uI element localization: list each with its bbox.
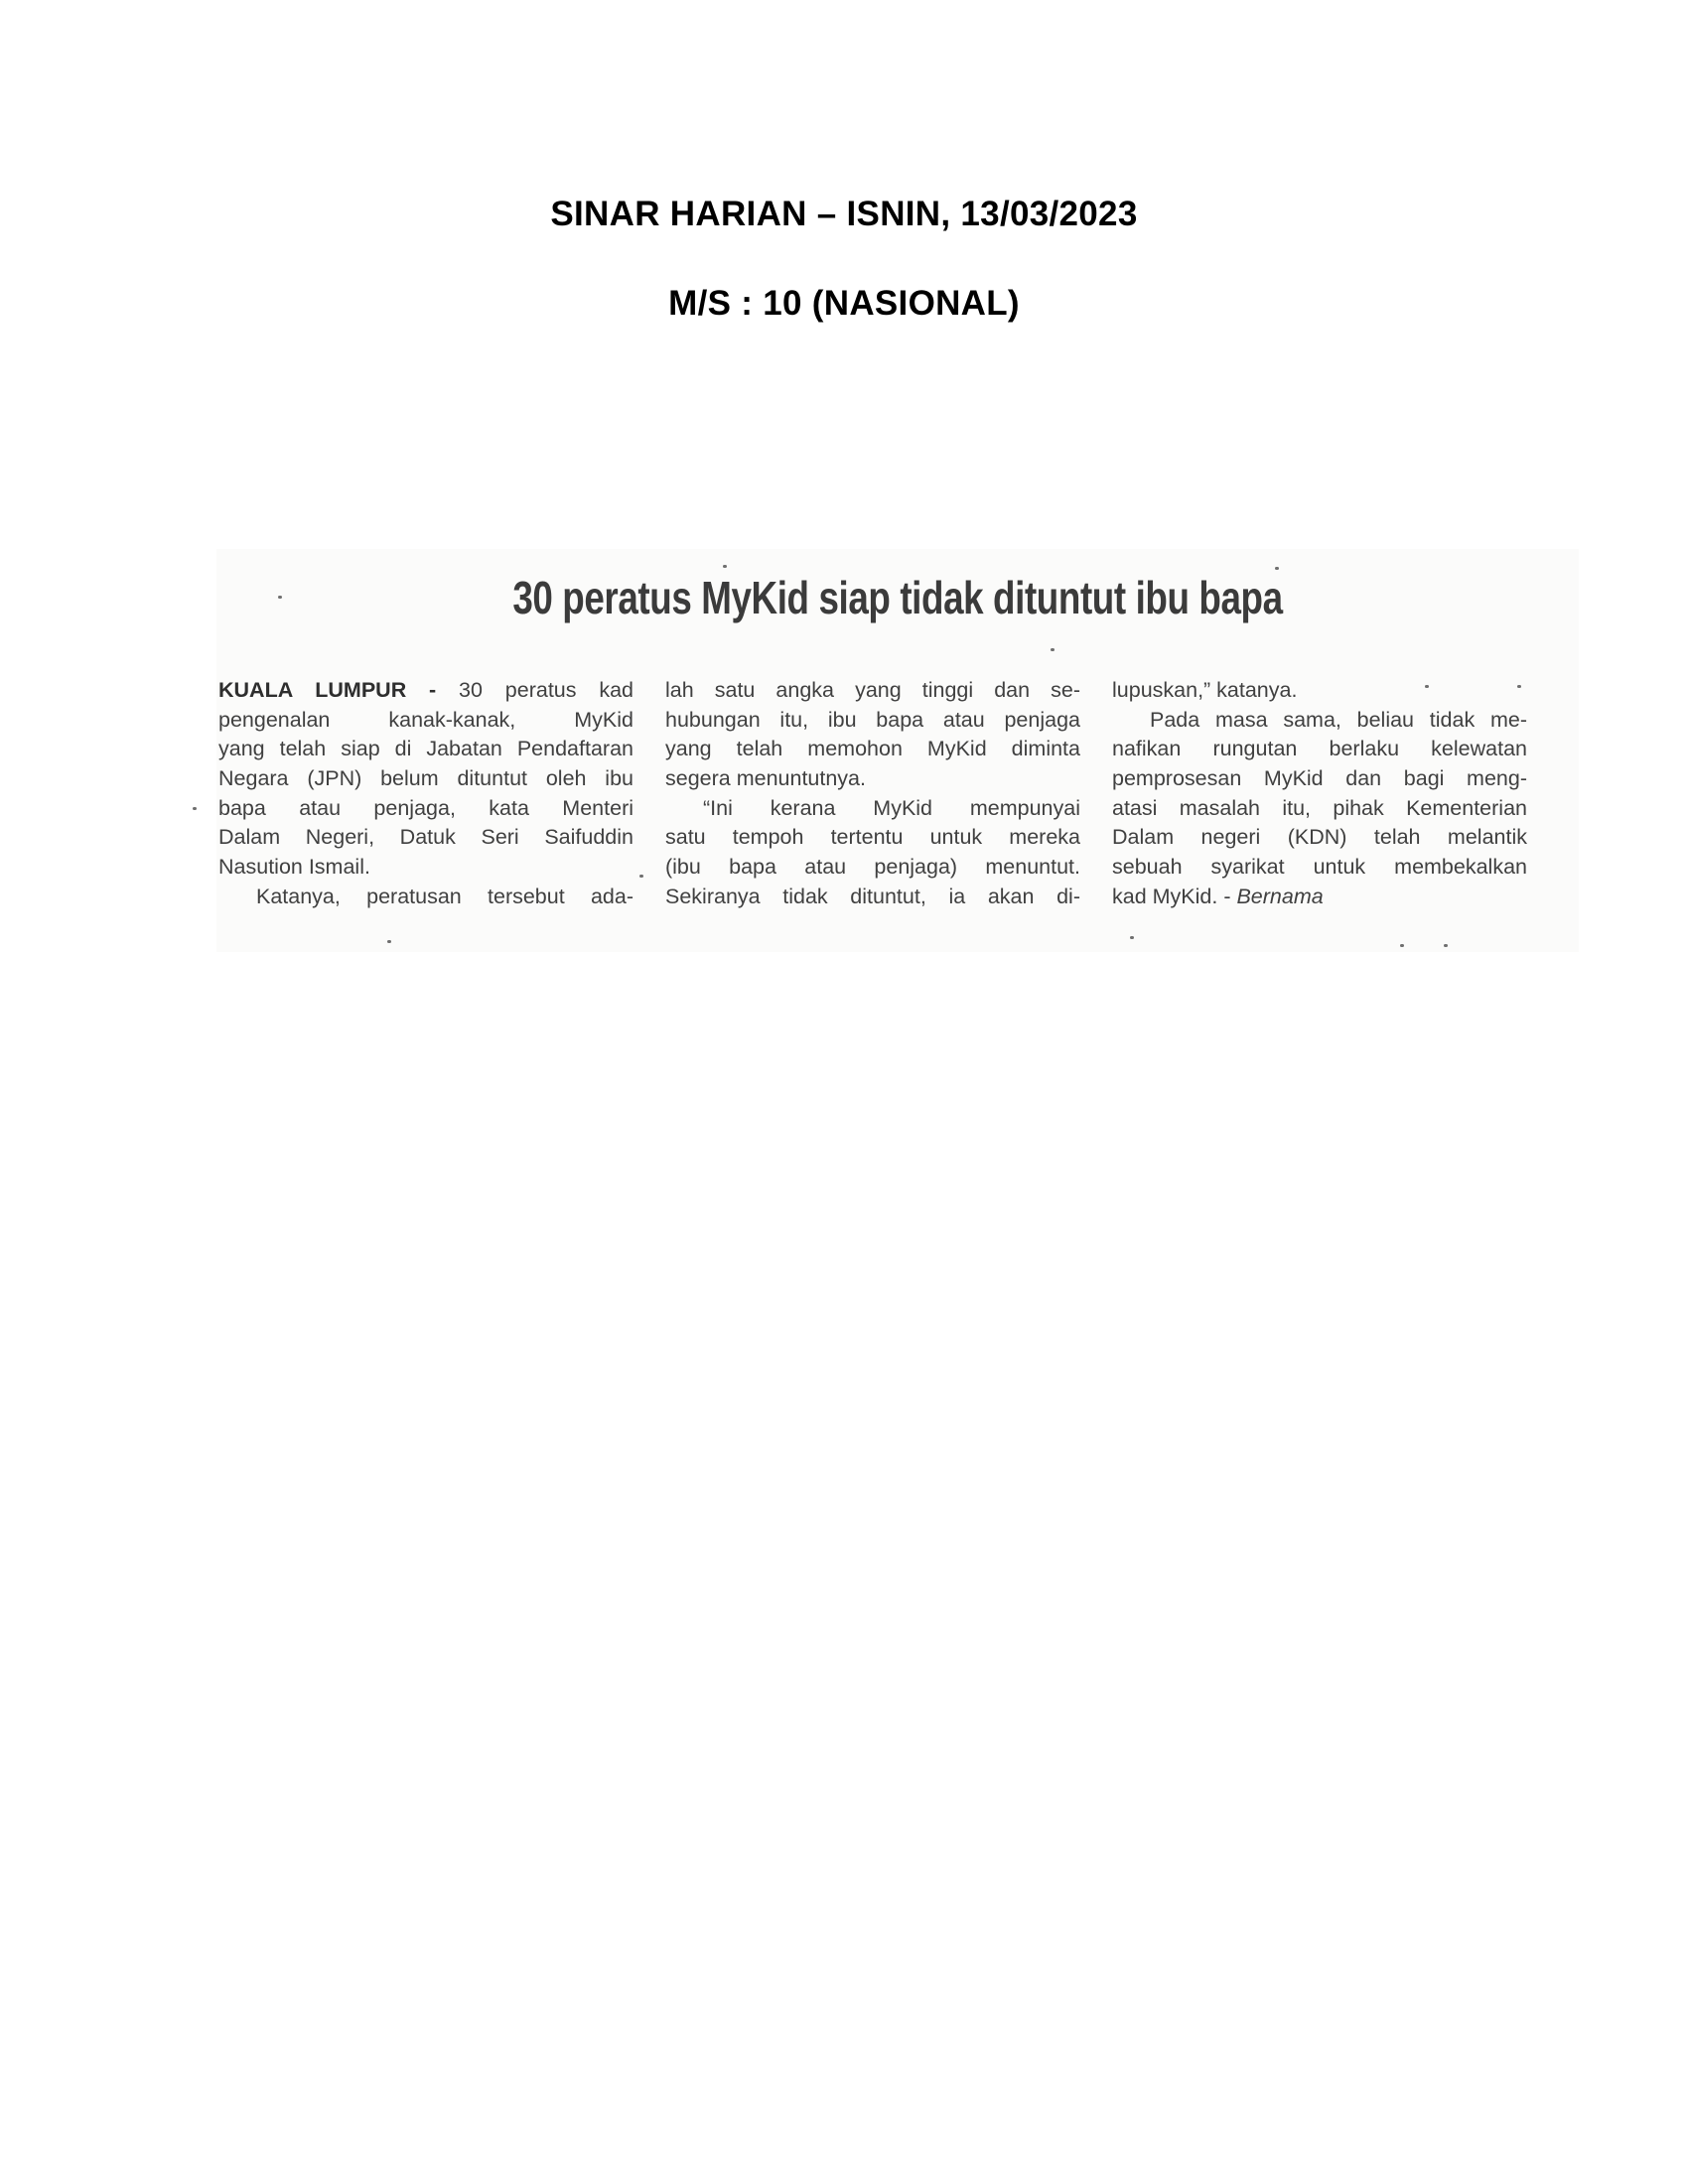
clipping-page-section: M/S : 10 (NASIONAL) — [668, 284, 1020, 323]
article-line: Pada masa sama, beliau tidak me- — [1150, 707, 1527, 732]
article-column-1 — [218, 676, 633, 912]
article-headline: 30 peratus MyKid siap tidak dituntut ibu bapa — [512, 572, 1283, 623]
scan-speck — [1051, 648, 1055, 651]
article-line — [1112, 883, 1527, 912]
article-line: Dalam negeri (KDN) telah melantik — [1112, 825, 1527, 850]
article-line: pemprosesan MyKid dan bagi meng- — [1112, 766, 1527, 791]
article-line: hubungan itu, ibu bapa atau penjaga — [665, 707, 1080, 732]
article-line: Dalam Negeri, Datuk Seri Saifuddin — [218, 825, 633, 850]
article-line: lah satu angka yang tinggi dan se- — [665, 678, 1080, 702]
scan-speck — [639, 875, 643, 878]
article-line: yang telah siap di Jabatan Pendaftaran — [218, 737, 633, 761]
clipping-source-header: SINAR HARIAN – ISNIN, 13/03/2023 — [550, 195, 1138, 233]
article-dateline: KUALA LUMPUR - — [218, 678, 437, 702]
article-line: lupuskan,” katanya. — [1112, 678, 1298, 702]
article-line: atasi masalah itu, pihak Kementerian — [1112, 795, 1527, 820]
article-line: yang telah memohon MyKid diminta — [665, 737, 1080, 761]
article-line: Katanya, peratusan tersebut ada- — [256, 884, 633, 908]
article-column-3 — [1112, 676, 1527, 912]
article-line: segera menuntutnya. — [665, 766, 866, 791]
article-line: Nasution Ismail. — [218, 855, 370, 880]
article-line: nafikan rungutan berlaku kelewatan — [1112, 737, 1527, 761]
scan-speck — [723, 565, 727, 568]
article-line: (ibu bapa atau penjaga) menuntut. — [665, 855, 1080, 880]
article-line: Negara (JPN) belum dituntut oleh ibu — [218, 766, 633, 791]
newspaper-clipping — [216, 549, 1579, 952]
scan-speck — [1130, 936, 1134, 939]
article-credit: Bernama — [1236, 884, 1324, 908]
article-line: satu tempoh tertentu untuk mereka — [665, 825, 1080, 850]
article-line: “Ini kerana MyKid mempunyai — [703, 795, 1080, 820]
article-line — [218, 676, 633, 706]
article-line-text: 30 peratus kad — [459, 678, 633, 702]
scan-speck — [278, 596, 282, 599]
article-line: Sekiranya tidak dituntut, ia akan di- — [665, 884, 1080, 908]
article-line: sebuah syarikat untuk membekalkan — [1112, 855, 1527, 880]
article-line: bapa atau penjaga, kata Menteri — [218, 795, 633, 820]
scan-speck — [193, 807, 197, 810]
article-line: pengenalan kanak-kanak, MyKid — [218, 707, 633, 732]
scan-speck — [387, 940, 391, 943]
article-line-text: kad MyKid. - — [1112, 884, 1231, 908]
article-column-2 — [665, 676, 1080, 912]
scan-speck — [1444, 944, 1448, 947]
scan-speck — [1275, 567, 1279, 570]
scan-speck — [1400, 944, 1404, 947]
